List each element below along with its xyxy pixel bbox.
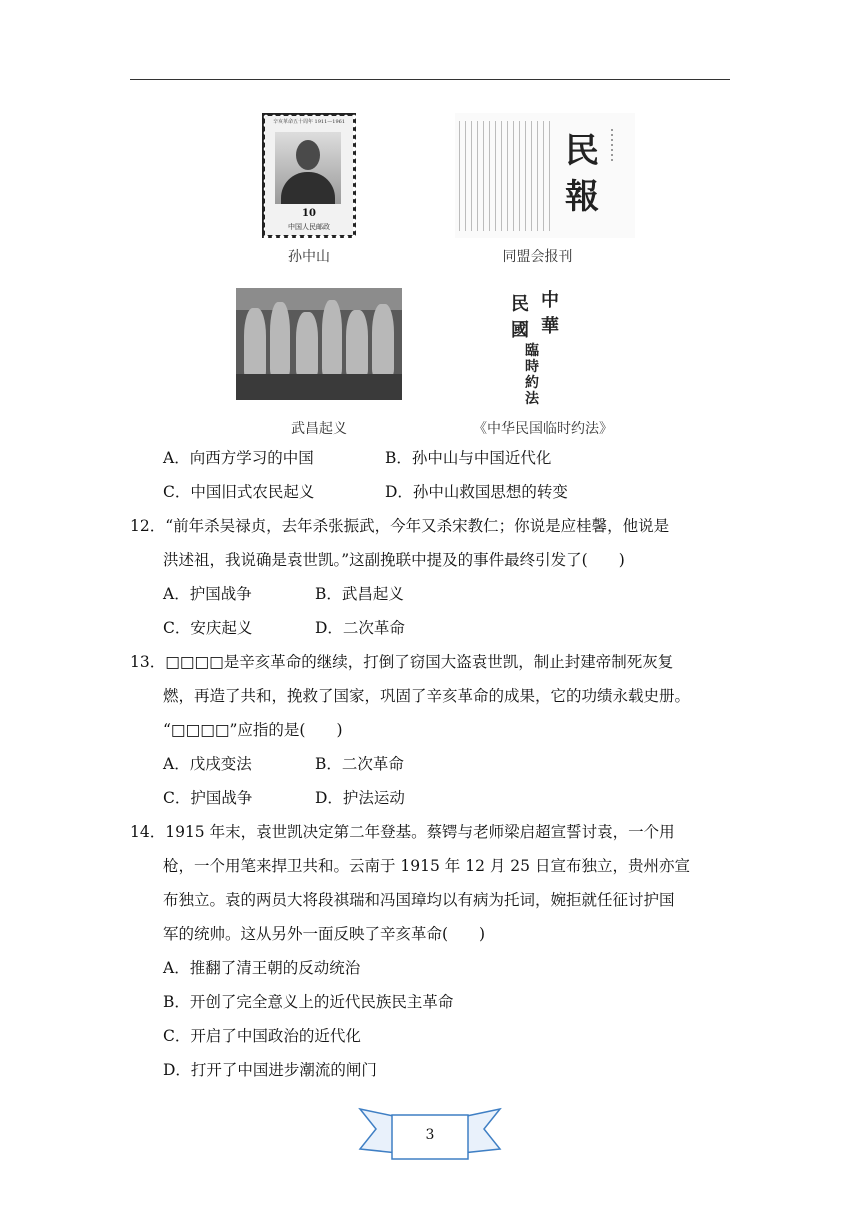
q11-option-a[interactable]: A．向西方学习的中国 xyxy=(163,449,314,467)
q14-option-b[interactable]: B．开创了完全意义上的近代民族民主革命 xyxy=(163,993,454,1011)
newspaper-caption: 同盟会报刊 xyxy=(502,249,573,265)
callig-char-5: 臨 xyxy=(525,343,539,359)
relief-caption: 武昌起义 xyxy=(291,421,347,437)
q14-stem-line-3: 布独立。袁的两员大将段祺瑞和冯国璋均以有病为托词，婉拒就任征讨护国 xyxy=(163,891,675,909)
q13-option-c[interactable]: C．护国战争 xyxy=(163,789,253,807)
q14-option-d[interactable]: D．打开了中国进步潮流的闸门 xyxy=(163,1061,377,1079)
q14-stem-line-1: 14．1915 年末，袁世凯决定第二年登基。蔡锷与老师梁启超宣誓讨袁，一个用 xyxy=(130,823,675,841)
q12-stem-line-1: 12．“前年杀吴禄贞，去年杀张振武，今年又杀宋教仁；你说是应桂馨，他说是 xyxy=(130,517,670,535)
q12-stem-line-2: 洪述祖，我说确是袁世凯。”这副挽联中提及的事件最终引发了( ) xyxy=(163,551,625,569)
tongmenghui-newspaper-image xyxy=(455,113,635,238)
stamp-country: 中国人民邮政 xyxy=(288,223,330,231)
q14-option-c[interactable]: C．开启了中国政治的近代化 xyxy=(163,1027,361,1045)
callig-char-6: 時 xyxy=(525,359,539,375)
q12-option-c[interactable]: C．安庆起义 xyxy=(163,619,253,637)
q13-stem-line-2: 燃，再造了共和，挽救了国家，巩固了辛亥革命的成果，它的功绩永载史册。 xyxy=(163,687,691,705)
stamp-caption: 孙中山 xyxy=(288,249,330,265)
callig-char-8: 法 xyxy=(525,391,539,407)
sun-yat-sen-stamp-image xyxy=(262,113,356,238)
q11-option-b[interactable]: B．孙中山与中国近代化 xyxy=(385,449,552,467)
q14-option-a[interactable]: A．推翻了清王朝的反动统治 xyxy=(163,959,361,977)
q13-stem-line-3: “□□□□”应指的是( ) xyxy=(163,721,343,739)
callig-char-4: 國 xyxy=(511,320,529,341)
callig-char-3: 民 xyxy=(511,294,529,315)
q12-option-d[interactable]: D．二次革命 xyxy=(315,619,405,637)
stamp-value: 10 xyxy=(302,208,316,219)
callig-char-7: 約 xyxy=(525,375,539,391)
newspaper-title-char-1: 民 xyxy=(565,131,599,171)
portrait xyxy=(275,132,341,204)
stamp-header: 辛亥革命五十周年 1911—1961 xyxy=(272,119,346,125)
callig-char-1: 中 xyxy=(541,290,559,311)
q12-option-b[interactable]: B．武昌起义 xyxy=(315,585,404,603)
q13-stem-line-1: 13．□□□□是辛亥革命的继续，打倒了窃国大盗袁世凯，制止封建帝制死灰复 xyxy=(130,653,674,671)
q13-option-b[interactable]: B．二次革命 xyxy=(315,755,404,773)
q14-stem-line-2: 枪，一个用笔来捍卫共和。云南于 1915 年 12 月 25 日宣布独立，贵州亦宣 xyxy=(163,857,690,875)
newspaper-title-char-2: 報 xyxy=(565,177,599,217)
q14-stem-line-4: 军的统帅。这从另外一面反映了辛亥革命( ) xyxy=(163,925,486,943)
callig-char-2: 華 xyxy=(541,316,559,337)
header-rule xyxy=(130,79,730,80)
q13-option-d[interactable]: D．护法运动 xyxy=(315,789,405,807)
page-number: 3 xyxy=(425,1127,435,1143)
constitution-caption: 《中华民国临时约法》 xyxy=(473,421,613,437)
provisional-constitution-calligraphy-image xyxy=(505,286,575,407)
q11-option-c[interactable]: C．中国旧式农民起义 xyxy=(163,483,315,501)
q13-option-a[interactable]: A．戊戌变法 xyxy=(163,755,252,773)
q11-option-d[interactable]: D．孙中山救国思想的转变 xyxy=(385,483,568,501)
wuchang-uprising-relief-image xyxy=(236,288,402,400)
q12-option-a[interactable]: A．护国战争 xyxy=(163,585,252,603)
